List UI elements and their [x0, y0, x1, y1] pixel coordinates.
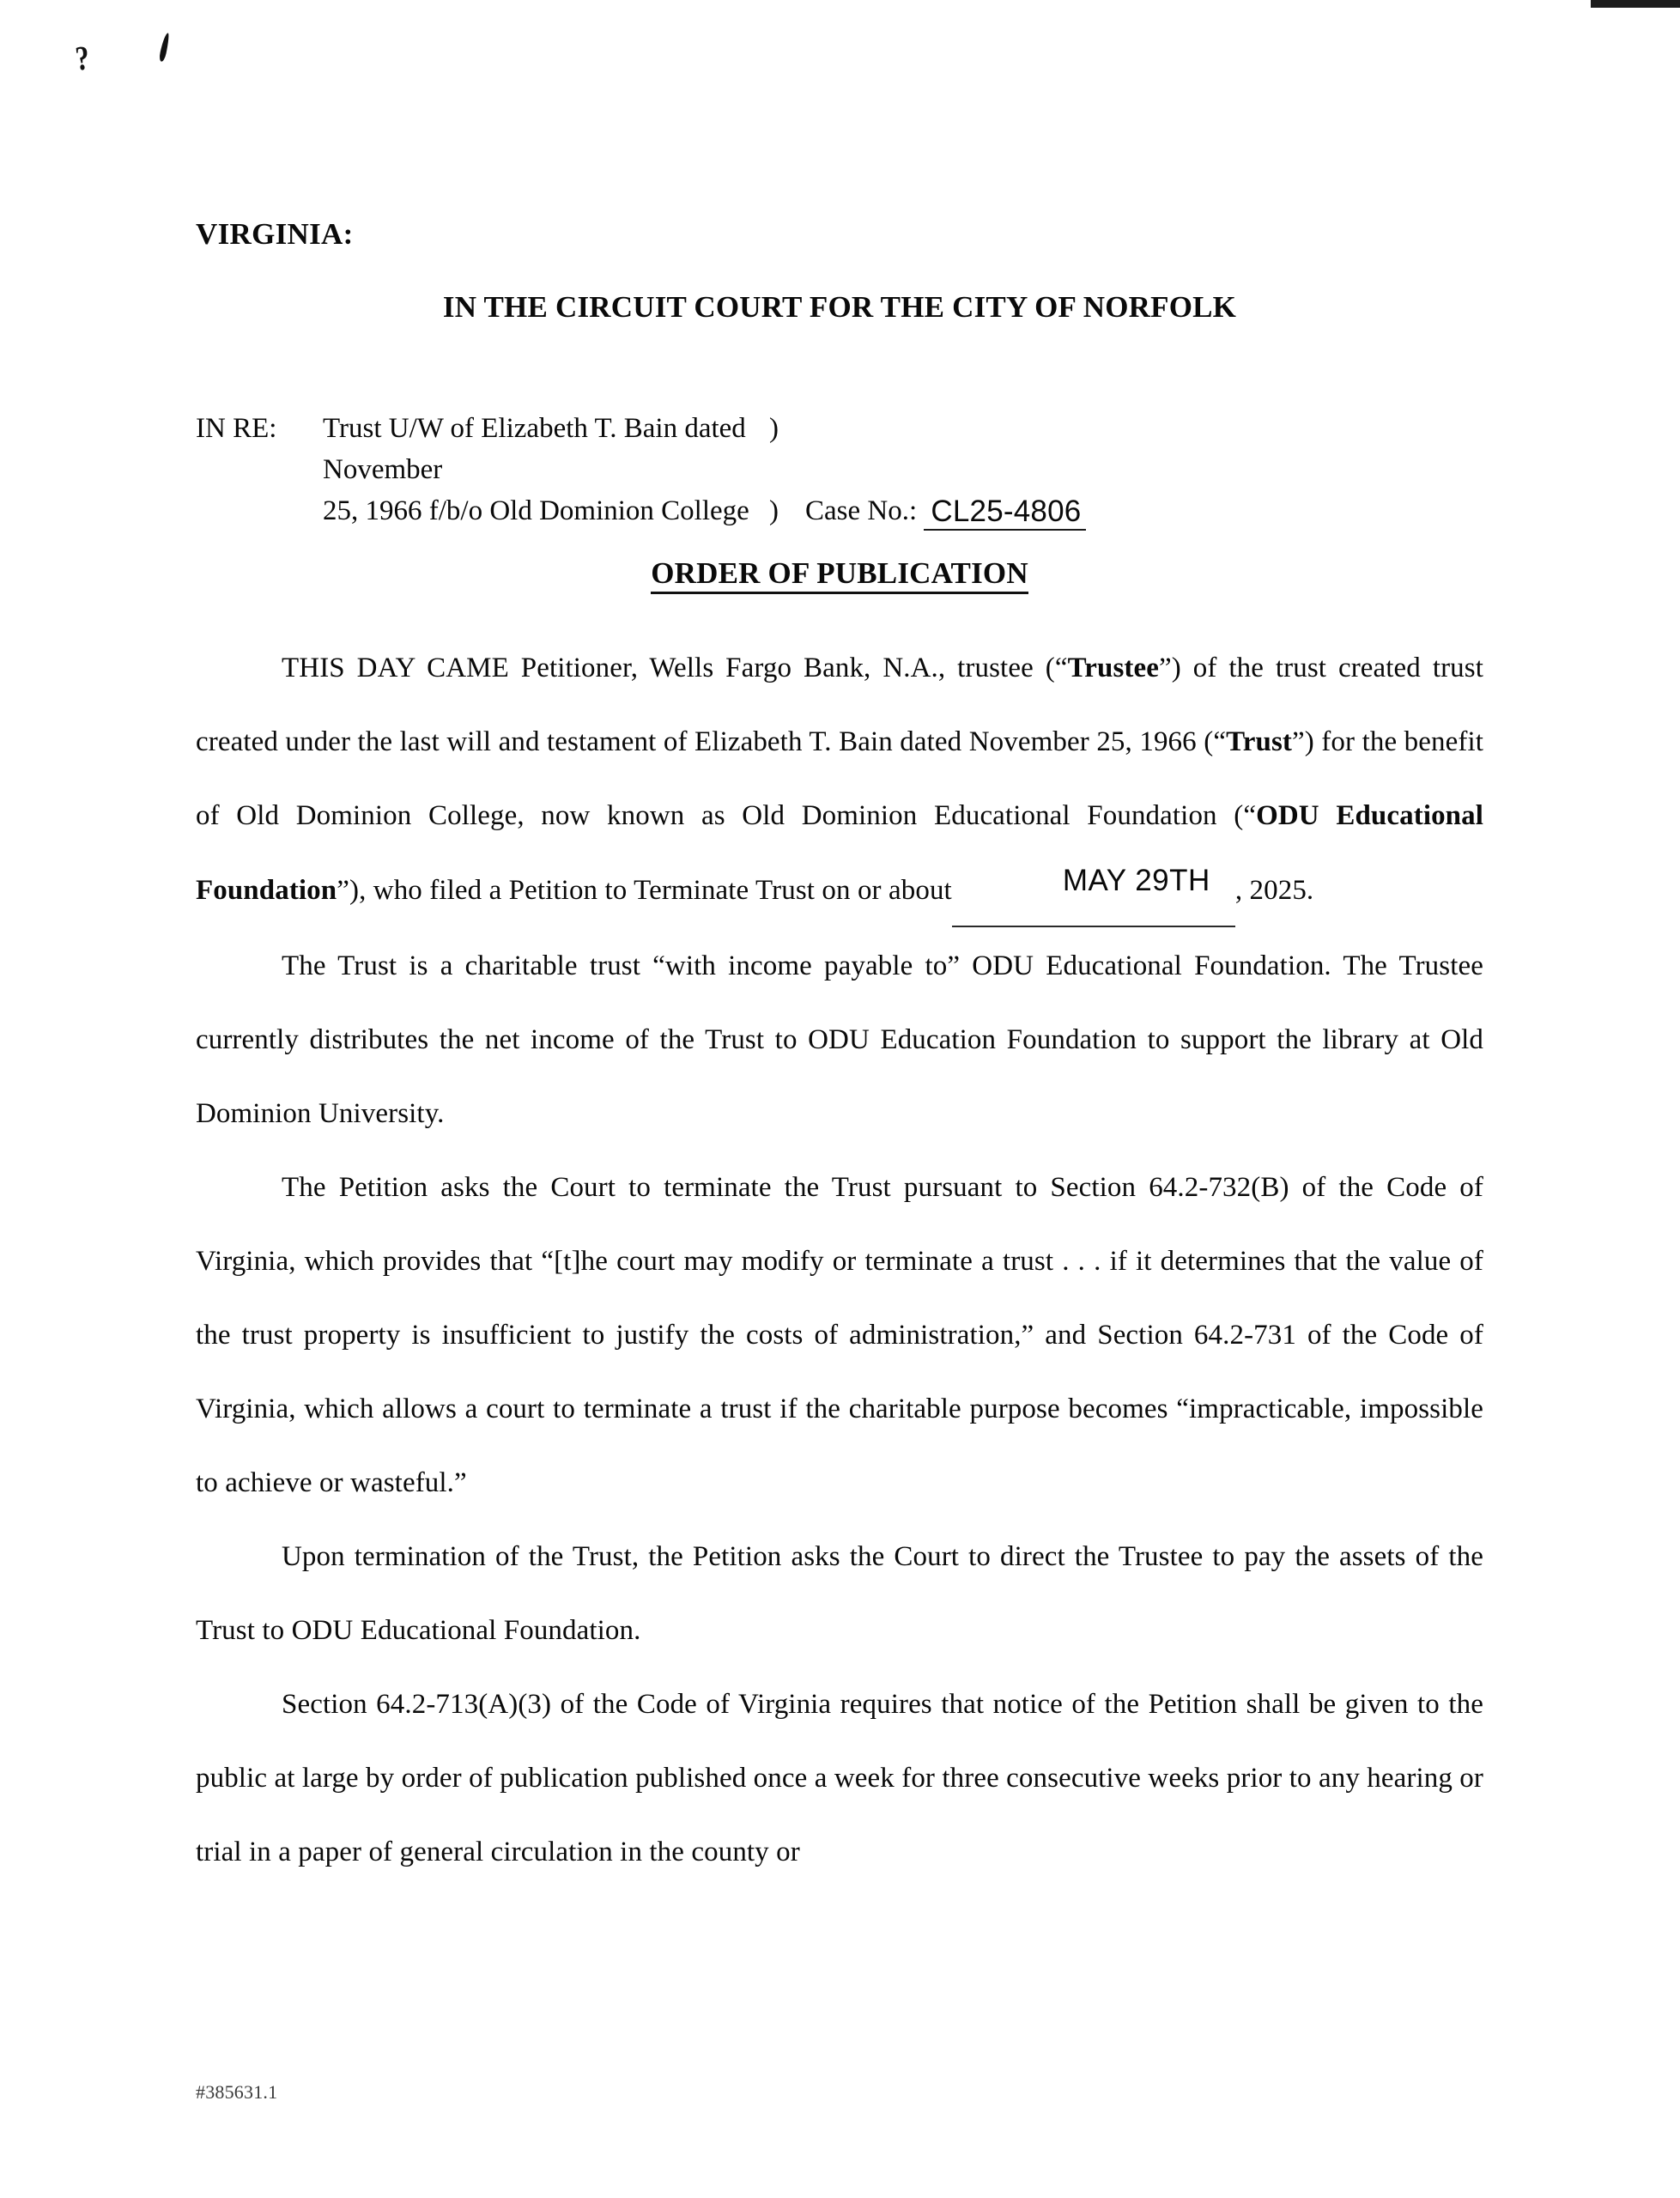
in-re-label: IN RE:	[196, 413, 277, 444]
footer-reference-number: #385631.1	[196, 2081, 278, 2103]
scanner-edge-artifact	[1591, 0, 1680, 8]
case-number-block	[805, 490, 1086, 531]
paragraph-3: The Petition asks the Court to terminate the Trust pursuant to Section 64.2-732(B) of the Code of Virginia, which provides that “[t]he court may modify or terminate a trust . . . if it determines that the value of the trust property is insufficient to justify the costs of administration,” and Section 64.2-731 of the Code of Virginia, which allows a court to terminate a trust if the charitable purpose becomes “impracticable, impossible to achieve or wasteful.”	[196, 1172, 1483, 1498]
ink-speck-mark-icon	[159, 33, 171, 63]
caption-paren-2: )	[769, 495, 779, 526]
jurisdiction-label: VIRGINIA:	[196, 217, 354, 251]
paragraph-1-text: THIS DAY CAME Petitioner, Wells Fargo Bank, N.A., trustee (“Trustee”) of the trust created trust created under the last will and testament of Elizabeth T. Bain dated November 25, 1966 (“Trust”) for the benefit of Old Dominion College, now known as Old Dominion Educational Foundation (“ODU Educational Foundation”), who filed a Petition to Terminate Trust on or about	[196, 653, 1484, 906]
date-blank-field	[952, 851, 1235, 927]
caption-row-2	[196, 490, 1483, 531]
case-caption	[196, 408, 1483, 531]
paragraph-2: The Trust is a charitable trust “with income payable to” ODU Educational Foundation. The Trustee currently distributes the net income of the Trust to ODU Education Foundation to support the library at Old Dominion University.	[196, 950, 1483, 1129]
paragraph-1	[196, 631, 1483, 929]
page-title-text: ORDER OF PUBLICATION	[651, 556, 1028, 594]
paragraph-4: Upon termination of the Trust, the Petition asks the Court to direct the Trustee to pay the assets of the Trust to ODU Educational Foundation.	[196, 1541, 1483, 1646]
case-number-label: Case No.:	[805, 495, 918, 526]
party-line-1: Trust U/W of Elizabeth T. Bain dated November	[323, 413, 746, 485]
page-title	[196, 556, 1483, 591]
caption-paren-1: )	[769, 413, 779, 444]
date-stamp-value: MAY 29TH	[1062, 864, 1210, 897]
paragraph-1-year: , 2025.	[1234, 875, 1314, 906]
document-body	[196, 631, 1483, 1889]
paragraph-5: Section 64.2-713(A)(3) of the Code of Virginia requires that notice of the Petition shall be given to the public at large by order of publication published once a week for three consecutive weeks prior to any hearing or trial in a paper of general circulation in the county or	[196, 1689, 1483, 1867]
caption-row-1	[196, 408, 1483, 490]
court-heading: IN THE CIRCUIT COURT FOR THE CITY OF NORFOLK	[442, 290, 1237, 324]
handwritten-scan-mark-icon: ?	[73, 38, 92, 78]
party-line-2: 25, 1966 f/b/o Old Dominion College	[323, 495, 749, 526]
case-number-value: CL25-4806	[924, 496, 1086, 531]
